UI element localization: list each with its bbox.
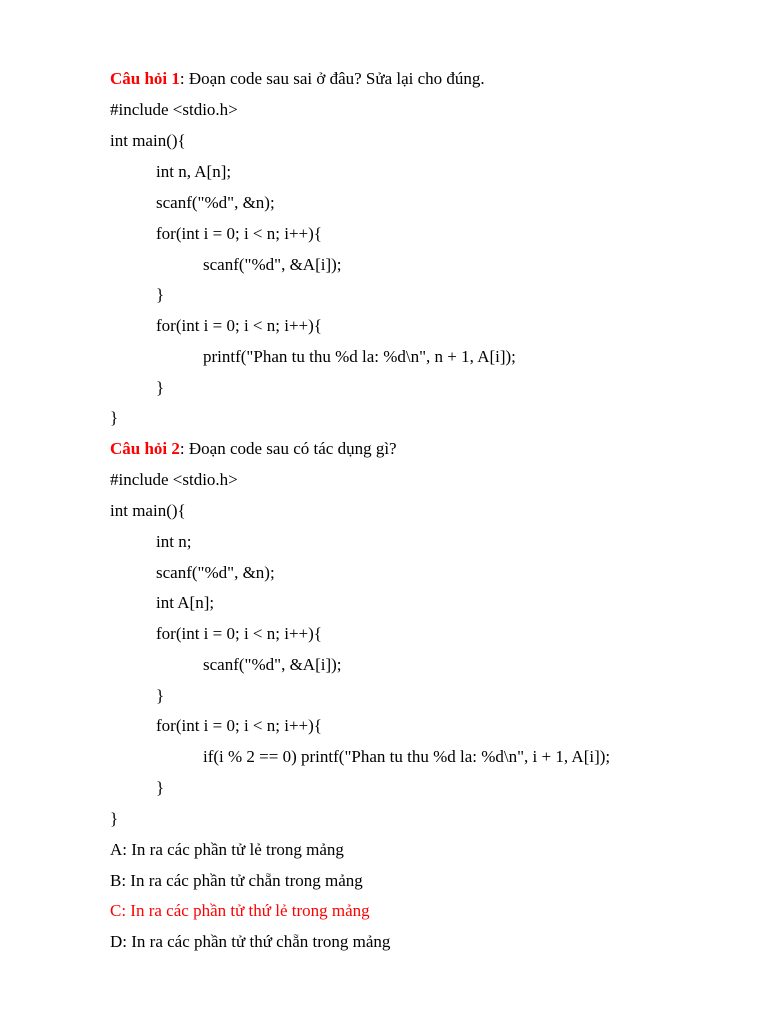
q1-code-line: int main(){ [110, 131, 186, 150]
q2-code-line: for(int i = 0; i < n; i++){ [156, 624, 322, 643]
q2-code-line: } [156, 686, 165, 705]
q2-code-line: int A[n]; [156, 593, 215, 612]
q2-code-line: } [156, 778, 165, 797]
q1-code-line: } [156, 378, 165, 397]
q1-code-line: printf("Phan tu thu %d la: %d\n", n + 1, A[i]); [203, 347, 516, 366]
answer-option-b: B: In ra các phần tử chẵn trong mảng [110, 871, 363, 890]
answer-option-d: D: In ra các phần tử thứ chẵn trong mảng [110, 932, 391, 951]
q1-code-line: } [156, 285, 165, 304]
q1-code-line: } [110, 408, 119, 427]
q1-code-line: int n, A[n]; [156, 162, 232, 181]
q1-code-line: scanf("%d", &A[i]); [203, 255, 342, 274]
q2-code-line: int n; [156, 532, 192, 551]
q2-code-line: scanf("%d", &A[i]); [203, 655, 342, 674]
question-1-label: Câu hỏi 1 [110, 69, 180, 88]
q1-code-line: for(int i = 0; i < n; i++){ [156, 224, 322, 243]
question-1-heading [110, 69, 485, 89]
question-1-prompt: : Đoạn code sau sai ở đâu? Sửa lại cho đúng. [179, 69, 485, 88]
q2-code-line: int main(){ [110, 501, 186, 520]
q1-code-line: scanf("%d", &n); [156, 193, 275, 212]
q2-code-line: for(int i = 0; i < n; i++){ [156, 716, 322, 735]
q2-code-line: if(i % 2 == 0) printf("Phan tu thu %d la: %d\n", i + 1, A[i]); [203, 747, 611, 766]
q2-code-line: #include <stdio.h> [110, 470, 238, 489]
q1-code-line: for(int i = 0; i < n; i++){ [156, 316, 322, 335]
question-2-label: Câu hỏi 2 [110, 439, 180, 458]
question-2-prompt: : Đoạn code sau có tác dụng gì? [179, 439, 397, 458]
answer-option-c-correct: C: In ra các phần tử thứ lẻ trong mảng [110, 901, 370, 920]
question-2-heading [110, 439, 397, 459]
q1-code-line: #include <stdio.h> [110, 100, 238, 119]
answer-option-a: A: In ra các phần tử lẻ trong mảng [110, 840, 344, 859]
q2-code-line: scanf("%d", &n); [156, 563, 275, 582]
q2-code-line: } [110, 809, 119, 828]
